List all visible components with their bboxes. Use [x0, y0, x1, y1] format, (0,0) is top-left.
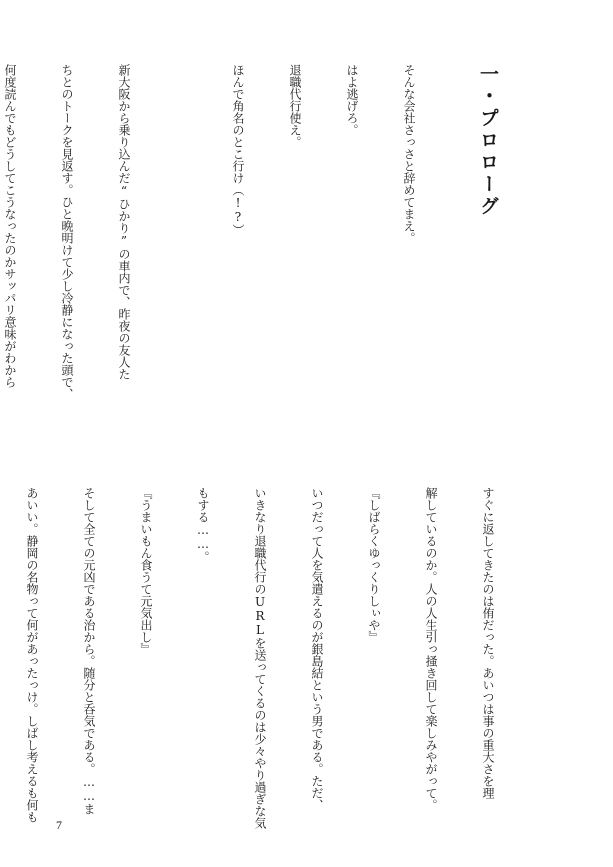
text-line: いきなり退職代行のURLを送ってくるのは少々やり過ぎな気	[253, 487, 267, 829]
text-line: あいい。静岡の名物って何があったっけ。しばし考えるも何も	[25, 487, 39, 823]
text-line: そして全ての元凶である治から。随分と呑気である。……ま	[82, 487, 96, 815]
text-line: 新大阪から乗り込んだ“ひかり”の車内で、昨夜の友人た	[117, 64, 131, 380]
text-line: ちとのトークを見返す。ひと晩明けて少し冷静になった頭で、	[60, 64, 74, 400]
chapter-title: 一・プロローグ	[477, 64, 499, 218]
text-line: いつだって人を気遣えるのが銀島結という男である。ただ、	[310, 487, 324, 811]
text-line: ほんで角名のとこ行け（!?）	[231, 64, 245, 236]
text-line: 解しているのか。人の人生引っ掻き回して楽しみやがって。	[424, 487, 438, 811]
text-line: 『うまいもん食うて元気出し』	[139, 487, 153, 655]
text-line: そんな会社さっさと辞めてまえ。	[402, 64, 416, 244]
text-line: 退職代行使え。	[288, 64, 302, 148]
text-line: 『しばらくゆっくりしぃや』	[367, 487, 381, 643]
text-line: はよ逃げろ。	[345, 64, 359, 136]
lower-text-block	[25, 487, 535, 832]
text-line: すぐに返してきたのは侑だった。あいつは事の重大さを理	[481, 487, 495, 799]
text-line: もする……。	[196, 487, 210, 563]
blank-line	[171, 64, 190, 442]
text-line: 何度読んでもどうしてこうなったのかサッパリ意味がわから	[3, 64, 17, 388]
upper-text-block	[3, 64, 535, 442]
page-number: 7	[56, 818, 62, 832]
